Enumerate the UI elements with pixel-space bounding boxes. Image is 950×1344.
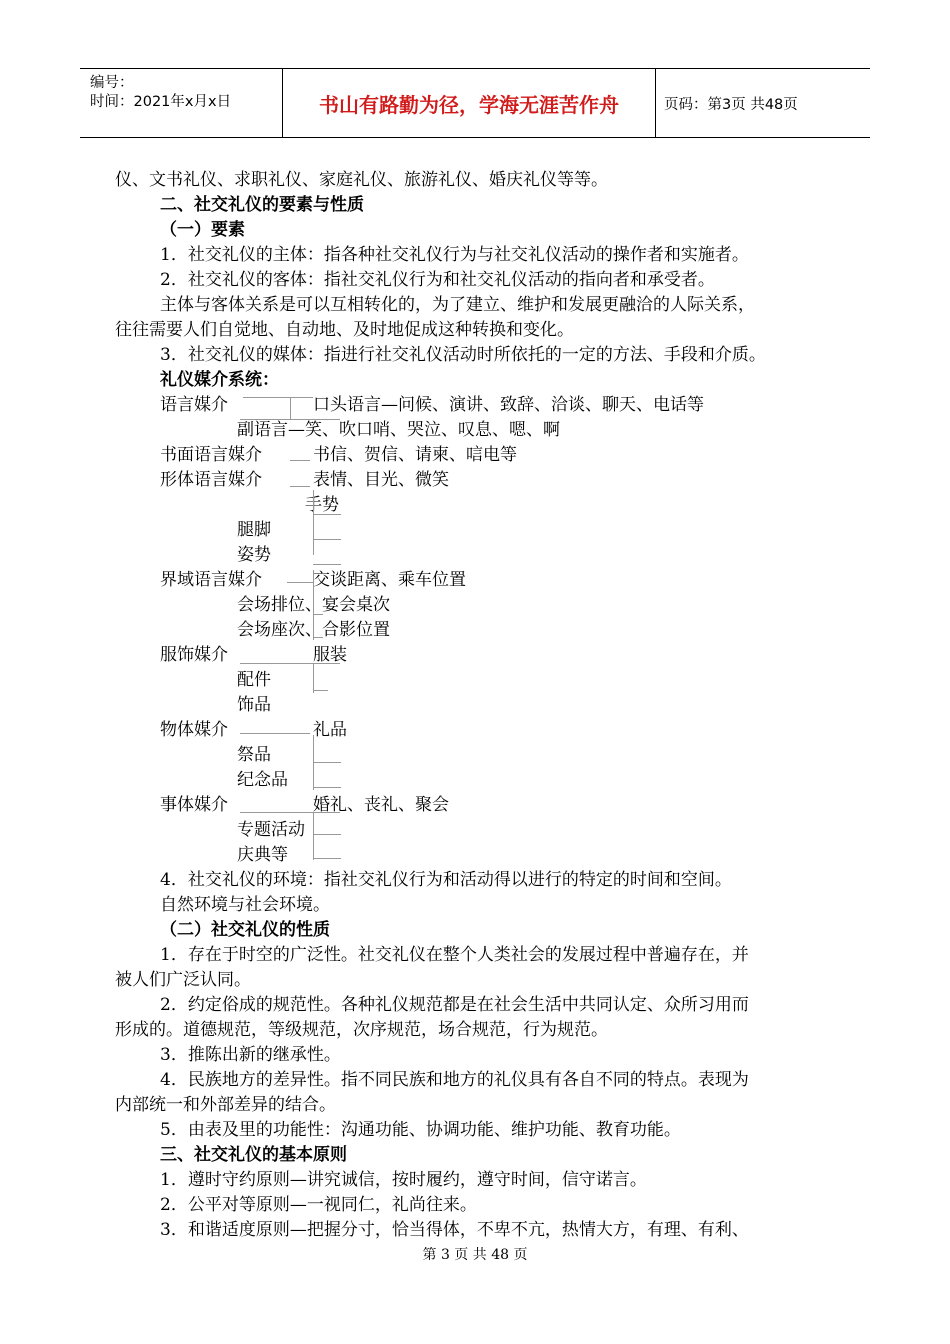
bracket-line [313,663,314,693]
paragraph-line: 4．民族地方的差异性。指不同民族和地方的礼仪具有各自不同的特点。表现为 [160,1070,749,1090]
paragraph-line: 内部统一和外部差异的结合。 [115,1095,336,1115]
section-heading: 二、社交礼仪的要素与性质 [160,195,364,215]
bracket-line [313,762,341,763]
media-item: 姿势 [237,545,271,565]
subsection-heading: （二）社交礼仪的性质 [160,920,330,940]
media-system-heading: 礼仪媒介系统： [160,370,279,390]
bracket-line [313,539,341,540]
bracket-line [313,514,341,515]
media-item: 会场排位、宴会桌次 [237,595,390,615]
paragraph-line: 1．存在于时空的广泛性。社交礼仪在整个人类社会的发展过程中普遍存在，并 [160,945,749,965]
page-footer: 第 3 页 共 48 页 [422,1247,528,1263]
bracket-line [240,663,340,664]
paragraph-line: 4．社交礼仪的环境：指社交礼仪行为和活动得以进行的特定的时间和空间。 [160,870,732,890]
section-heading: 三、社交礼仪的基本原则 [160,1145,347,1165]
bracket-line [240,812,340,813]
header-motto: 书山有路勤为径，学海无涯苦作舟 [282,69,656,137]
media-item: 配件 [237,670,271,690]
media-item: 口头语言—问候、演讲、致辞、洽谈、聊天、电话等 [313,395,704,415]
paragraph-line: 5．由表及里的功能性：沟通功能、协调功能、维护功能、教育功能。 [160,1120,681,1140]
media-item: 庆典等 [237,845,288,865]
media-item: 饰品 [237,695,271,715]
paragraph-line: 被人们广泛认同。 [115,970,251,990]
paragraph-line: 1．遵时守约原则—讲究诚信，按时履约，遵守时间，信守诺言。 [160,1170,647,1190]
bracket-line [290,397,291,419]
paragraph-line: 主体与客体关系是可以互相转化的，为了建立、维护和发展更融洽的人际关系， [160,295,755,315]
media-item: 婚礼、丧礼、聚会 [313,795,449,815]
paragraph-line: 形成的。道德规范，等级规范，次序规范，场合规范，行为规范。 [115,1020,608,1040]
number-label: 编号： [90,75,134,91]
media-category: 书面语言媒介 [160,445,262,465]
media-item: 交谈距离、乘车位置 [313,570,466,590]
bracket-line [313,834,341,835]
bracket-line [290,460,310,461]
bracket-line [313,637,323,638]
bracket-line [313,570,314,640]
paragraph-line: 3．推陈出新的继承性。 [160,1045,341,1065]
bracket-line [313,690,328,691]
bracket-line [313,787,341,788]
bracket-line [287,582,313,583]
media-category: 语言媒介 [160,395,228,415]
paragraph-line: 2．约定俗成的规范性。各种礼仪规范都是在社会生活中共同认定、众所习用而 [160,995,749,1015]
bracket-line [240,419,340,420]
paragraph-line: 3．社交礼仪的媒体：指进行社交礼仪活动时所依托的一定的方法、手段和介质。 [160,345,766,365]
paragraph-line: 3．和谐适度原则—把握分寸，恰当得体，不卑不亢，热情大方，有理、有利、 [160,1220,749,1240]
bracket-line [240,733,310,734]
media-item: 会场座次、合影位置 [237,620,390,640]
paragraph-line: 2．公平对等原则—一视同仁，礼尚往来。 [160,1195,477,1215]
header-meta [80,69,282,137]
date-label: 时间：2021年x月x日 [90,94,232,110]
bracket-line [243,397,313,398]
media-item: 手势 [305,495,339,515]
bracket-line [313,812,314,860]
media-item: 专题活动 [237,820,305,840]
media-category: 界域语言媒介 [160,570,262,590]
header-page-info: 页码：第3页 共48页 [664,96,798,113]
media-category: 服饰媒介 [160,645,228,665]
bracket-line [313,564,341,565]
media-item: 腿脚 [237,520,271,540]
media-category: 形体语言媒介 [160,470,262,490]
paragraph-line: 自然环境与社会环境。 [160,895,330,915]
media-item: 表情、目光、微笑 [313,470,449,490]
bracket-line [313,490,314,555]
media-item: 副语言—笑、吹口哨、哭泣、叹息、嗯、啊 [237,420,560,440]
bracket-line [313,614,323,615]
media-item: 服装 [313,645,347,665]
media-item: 纪念品 [237,770,288,790]
paragraph-line: 仪、文书礼仪、求职礼仪、家庭礼仪、旅游礼仪、婚庆礼仪等等。 [115,170,608,190]
media-item: 礼品 [313,720,347,740]
media-item: 祭品 [237,745,271,765]
page-header [80,68,870,138]
paragraph-line: 2．社交礼仪的客体：指社交礼仪行为和社交礼仪活动的指向者和承受者。 [160,270,715,290]
paragraph-line: 1．社交礼仪的主体：指各种社交礼仪行为与社交礼仪活动的操作者和实施者。 [160,245,749,265]
media-category: 事体媒介 [160,795,228,815]
media-item: 书信、贺信、请柬、唁电等 [313,445,517,465]
subsection-heading: （一）要素 [160,220,245,240]
bracket-line [290,486,310,487]
paragraph-line: 往往需要人们自觉地、自动地、及时地促成这种转换和变化。 [115,320,574,340]
media-category: 物体媒介 [160,720,228,740]
bracket-line [313,858,341,859]
